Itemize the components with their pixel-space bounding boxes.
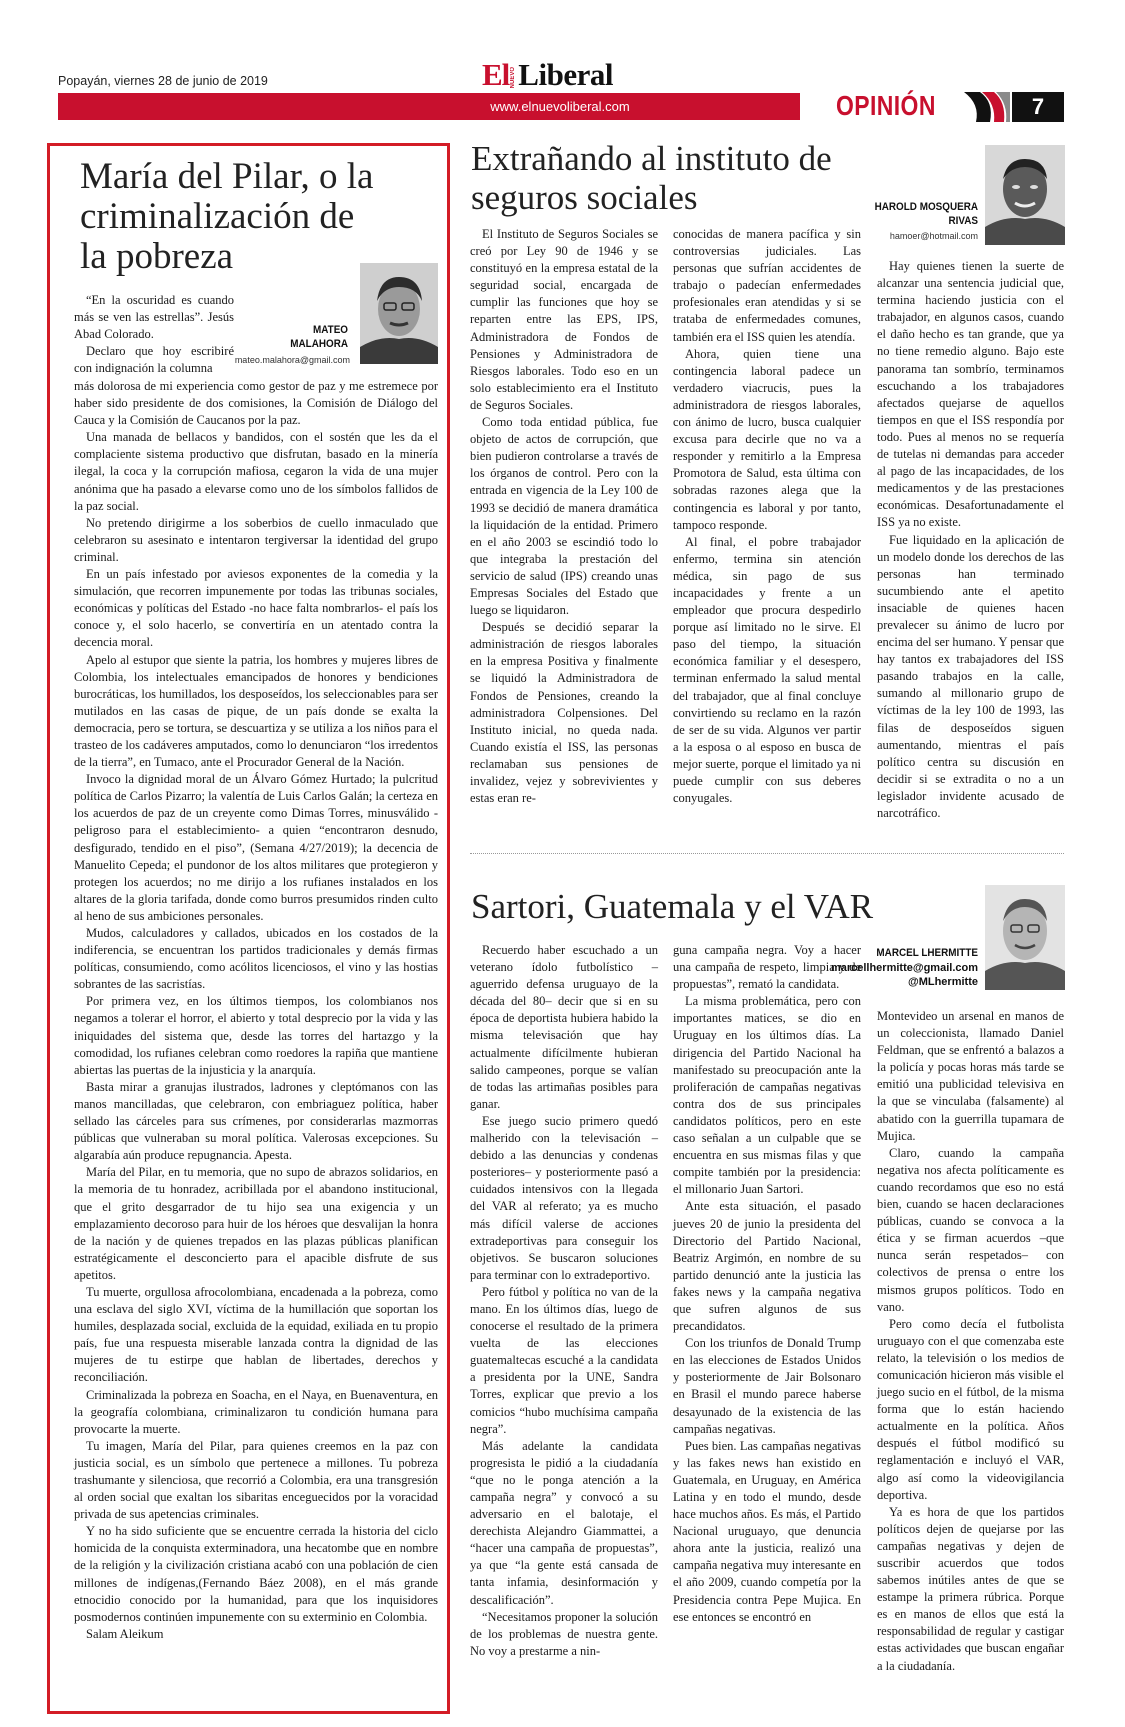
paragraph: Después se decidió separar la administración de riesgos laborales en la empresa Positiva y finalmente se liquidó la Administradora de Fondos de Pensiones, creando la administradora Colpensiones. Del Instituto inicial, no queda nada. Cuando existía el ISS, las personas reclamaban sus pensiones de invalidez, vejez y sobrevivientes y estas eran re-: [470, 620, 658, 806]
author-photo-marcel: [985, 885, 1065, 990]
paragraph: Apelo al estupor que siente la patria, los hombres y mujeres libres de Colombia, los intelectuales emancipados de honores y bendiciones burocráticas, los humillados, los desposeídos, los seleccionables para ser mutilados en las casas de pique, de un país donde se exalta la democracia, pero se tortura, se descuartiza y se utiliza a los niños para el trasteo de los cadáveres amputados, como lo denunciaron “los irredentos de la tierra”, en Tumaco, ante el Procurador General de la Nación.: [74, 652, 438, 770]
logo-liberal: Liberal: [518, 57, 613, 92]
paragraph: Invoco la dignidad moral de un Álvaro Gómez Hurtado; la pulcritud política de Carlos Pizarro; la valentía de Luis Carlos Galán; la certeza en los acuerdos de paz de un creyente como Dimas Torres, minusválido -peligroso para el establecimiento- a quien “encontraron desnudo, desfigurado, tendido en el piso”, (Semana 4/27/2019); la decencia de Manuelito Cepeda; el pundonor de los altos militares que protegieron y protegen los acuerdos; no me dirijo a los rufianes instalados en los altares de la gloria tarifada, donde como burros presumidos rinden culto al heno de sus ambiciones personales.: [74, 772, 438, 923]
article-1-body: [74, 378, 438, 1643]
paragraph: Hay quienes tienen la suerte de alcanzar una sentencia judicial que, termina haciendo justicia con el trabajador, en algunos casos, cuando el daño hecho es tan grande, que ya no tiene remedio alguno. Bajo este panorama tan sombrío, terminamos escuchando a los trabajadores afectados quejarse de aquellos tiempos en que el ISS respondía por todo. Pues al menos no se requería de tutelas ni demandas para acceder al pago de las incapacidades, de los medicamentos y de las prestaciones económicas. Desafortunadamente el ISS ya no existe.: [877, 259, 1064, 530]
article-2-column-1: [470, 226, 658, 807]
article-divider: [470, 853, 1064, 854]
paragraph: Mudos, calculadores y callados, ubicados en los costados de la indiferencia, se encuentran los partidos tradicionales y demás firmas políticas, consumiendo, como acólitos licenciosos, el vino y las hostias sobrantes de las sacristías.: [74, 926, 438, 992]
paragraph: más dolorosa de mi experiencia como gestor de paz y me estremece por haber sido presidente de dos comisiones, la Comisión de Diálogo del Cauca y la Comisión de Caucanos por la paz.: [74, 379, 438, 428]
paragraph: Pero como decía el futbolista uruguayo con el que comenzaba este relato, la televisión o los medios de comunicación hicieron más visible el juego sucio en el fútbol, de la misma forma que lo están haciendo actualmente en la política. Años después el fútbol modificó su reglamentación e incluyó el VAR, algo así como la videovigilancia deportiva.: [877, 1316, 1064, 1502]
paragraph: Y no ha sido suficiente que se encuentre cerrada la historia del ciclo homicida de la conquista exterminadora, una hecatombe que en nombre de la religión y la civilización cristiana acabó con una población de cien millones de indígenas,(Fernando Báez 2008), en el más grande etnocidio conocido por la humanidad, para que los inquisidores posmodernos continúen impunemente con su exterminio en Colombia.: [74, 1524, 438, 1624]
page-number: 7: [1012, 92, 1064, 122]
paragraph: Al final, el pobre trabajador enfermo, termina sin atención médica, sin pago de sus incapacidades y frente a un empleador que procura despedirlo porque así limitado no le sirve. El paso del tiempo, la situación económica familiar y el desespero, terminan enfermado la salud mental del trabajador, que al final concluye convirtiendo su reclamo en la razón de ser de su vida. Algunos ver partir a la esposa o al esposo en busca de mejor suerte, porque el limitado ya ni puede cumplir con sus deberes conyugales.: [673, 534, 861, 806]
paragraph: Ese juego sucio primero quedó malherido con la televisación –debido a las denuncias y condenas posteriores– y posteriormente pasó a cuidados intensivos con la llegada del VAR al referato; ya es mucho más difícil valerse de acciones extradeportivas para conseguir los objetivos. Se buscaron soluciones para terminar con lo extradeportivo.: [470, 1113, 658, 1282]
paragraph: Ya es hora de que los partidos políticos dejen de quejarse por las campañas negativas y dejen de suscribir acuerdos que todos sabemos inútiles antes de que se estampe la primera rúbrica. Porque es en manos de ellos que está la responsabilidad de regular y castigar estas actividades que buscan engañar a la ciudadanía.: [877, 1504, 1064, 1673]
paragraph: Criminalizada la pobreza en Soacha, en el Naya, en Buenaventura, en la geografía colombiana, criminalizaron tu condición humana para provocarte la muerte.: [74, 1387, 438, 1436]
article-1-headline: María del Pilar, o la criminalización de la pobreza: [80, 156, 374, 277]
article-2-column-2: [673, 226, 861, 807]
header-red-bar: [58, 93, 800, 120]
paragraph: Ante esta situación, el pasado jueves 20 de junio la presidenta del Directorio del Partido Nacional, Beatriz Argimón, en nombre de su partido denunció ante la justicia las fakes news y la campaña negativa que sufren algunos de sus precandidatos.: [673, 1199, 861, 1334]
paragraph: Tu imagen, María del Pilar, para quienes creemos en la paz con justicia social, es un símbolo que pertenece a millones. Tu pobreza trashumante y silenciosa, que recorrió a Colombia, era una transgresión al orden social que exaltan los sibaritas enceguecidos por la voracidad privada de sus apetencias criminales.: [74, 1438, 438, 1522]
article-2-column-3: [877, 258, 1064, 822]
paragraph: Montevideo un arsenal en manos de un coleccionista, llamado Daniel Feldman, que se enfrentó a balazos a la policía y pocas horas más tarde se emitió una publicidad televisiva en la que se vinculaba (falsamente) al abatido con la guerrilla tupamara de Mujica.: [877, 1009, 1064, 1143]
author-name-harold: HAROLD MOSQUERA RIVAS: [874, 201, 978, 227]
author-photo-mateo: [360, 263, 438, 364]
paragraph: Basta mirar a granujas ilustrados, ladrones y cleptómanos con las manos mancilladas, que celebraron, con embriaguez política, haber sellado las cárceles para sus crímenes, por considerarlas mazmorras públicas que vulneraban su moral política. Valerosas excepciones. Su algarabía aún produce repugnancia. Apesta.: [74, 1079, 438, 1163]
article-1-intro: [74, 292, 234, 377]
article-3-column-3: [877, 1008, 1064, 1675]
author-email-marcel[interactable]: marcellhermitte@gmail.com: [830, 962, 978, 974]
section-stripes-icon: [964, 92, 1010, 122]
paragraph: Una manada de bellacos y bandidos, con el sostén que les da el complaciente sistema productivo que disfrutan, basado en la minería ilegal, la coca y la corrupción mafiosa, cegaron la vida de una mujer anónima que ha pasado a elevarse como uno de los símbolos fallidos de la paz social.: [74, 430, 438, 513]
paragraph: guna campaña negra. Voy a hacer una campaña de respeto, limpia y de propuestas”, remató la candidata.: [673, 943, 861, 992]
paragraph: Claro, cuando la campaña negativa nos afecta políticamente es cuando recordamos que eso no está bien, cuando se hacen declaraciones públicas, cuando se convoca a la ética y se firman acuerdos –que nunca serán respetados– con colectivos de prensa o entre los mismos grupos políticos. Todo en vano.: [877, 1145, 1064, 1314]
newspaper-logo[interactable]: [482, 58, 613, 90]
paragraph: Pero fútbol y política no van de la mano. En los últimos días, luego de conocerse el resultado de la primera vuelta de las elecciones guatemaltecas escuché a la candidata a presidenta por la UNE, Sandra Torres, explicar que previo a los comicios “hubo muchísima campaña negra”.: [470, 1284, 658, 1436]
article-3-column-2: [673, 942, 861, 1626]
paragraph: Declaro que hoy escribiré con indignación la columna: [74, 344, 234, 376]
paragraph: Pues bien. Las campañas negativas y las fakes news han existido en Guatemala, en Uruguay, en América Latina y en todo el mundo, desde hace muchos años. Es más, el Partido Nacional uruguayo, que denuncia ahora ante la justicia, realizó una campaña negativa muy interesante en el año 2009, cuando competía por la Presidencia contra Pepe Mujica. En ese entonces se encontró en: [673, 1438, 861, 1624]
author-email-harold[interactable]: hamoer@hotmail.com: [889, 231, 978, 241]
paragraph: Tu muerte, orgullosa afrocolombiana, encadenada a la pobreza, como una esclava del siglo XVI, víctima de la humillación que soportan los humiles, desplazada social, excluida de la equidad, exiliada en tu propio país, fue una respuesta miserable lanzada contra la dignidad de las mujeres de tu estirpe que hablan de libertades, derechos y reconciliación.: [74, 1284, 438, 1385]
edition-date: Popayán, viernes 28 de junio de 2019: [58, 74, 268, 88]
paragraph: Recuerdo haber escuchado a un veterano ídolo futbolístico –aguerrido defensa uruguayo de la década del 80– decir que si en su época de deportista hubiera habido la misma televisación que hay actualmente difícilmente hubieran salido campeones, porque se valían de todas las artimañas posibles para ganar.: [470, 943, 658, 1111]
author-photo-harold: [985, 145, 1065, 245]
author-name-mateo: MATEO MALAHORA: [290, 324, 348, 350]
paragraph: “En la oscuridad es cuando más se ven las estrellas”. Jesús Abad Colorado.: [74, 293, 234, 342]
website-link[interactable]: www.elnuevoliberal.com: [490, 99, 630, 114]
paragraph: El Instituto de Seguros Sociales se creó por Ley 90 de 1946 y se constituyó en la empresa estatal de la seguridad social, encargada de cumplir las funciones que hoy se reparten entre las EPS, IPS, Administradora de Fondos de Pensiones y Administradora de Riesgos laborales. Todo eso en un solo establecimiento era el Instituto de Seguros Sociales.: [470, 227, 658, 412]
paragraph: Fue liquidado en la aplicación de un modelo donde los derechos de las personas han terminado sucumbiendo ante el apetito insaciable de quienes hacen prevalecer su ánimo de lucro por encima del ser humano. Y pensar que hay tantos ex trabajadores del ISS pasando trabajos en la calle, sumando al millonario grupo de víctimas de la ley 100 de 1993, las filas de desposeídos siguen aumentando, mientras el país político centra su discusión en decidir si se extradita o no a un legislador invidente acusado de narcotráfico.: [877, 532, 1064, 820]
paragraph: Como toda entidad pública, fue objeto de actos de corrupción, que bien pudieron controlarse a través de los órganos de control. Pero con la entrada en vigencia de la Ley 100 de 1993 se decidió de manera dramática la liquidación de la entidad. Primero en el año 2003 se escindió todo lo que integraba la prestación del servicio de salud (IPS) creando unas Empresas Sociales del Estado que luego se liquidaron.: [470, 415, 658, 618]
logo-nuevo: NUEVO: [510, 66, 517, 88]
paragraph: María del Pilar, en tu memoria, que no supo de abrazos solidarios, en la memoria de tu honradez, acribillada por el abandono institucional, que el grito desgarrador de tu hijo sea una exigencia y un emplazamiento decoroso para huir de los héroes que desvalijan la honra de la nación y de quienes trepados en las plazas públicas planifican estratégicamente el desconcierto para el apacible disfrute de sus apetitos.: [74, 1165, 438, 1282]
article-3-headline: Sartori, Guatemala y el VAR: [471, 887, 874, 926]
author-email-mateo[interactable]: mateo.malahora@gmail.com: [234, 355, 350, 365]
paragraph: Más adelante la candidata progresista le pidió a la ciudadanía “que no le ponga atención a la campaña negra” y convocó a su adversario en el balotaje, el derechista Alejandro Giammattei, a “hacer una campaña de propuestas”, ya que “la gente está cansada de tanta infamia, desinformación y descalificación”.: [470, 1438, 658, 1607]
paragraph: En un país infestado por aviesos exponentes de la comedia y la simulación, que recorren impunemente por todas las tribunas sociales, económicas y políticas del Estado -no hace falta nombrarlos- el país los conoce y, el solo hacerlo, se convertiría en un atentado contra la decencia moral.: [74, 567, 438, 650]
paragraph: Por primera vez, en los últimos tiempos, los colombianos nos negamos a tolerar el horror, el abierto y total desprecio por la vida y las iniquidades del sistema que, desde las torres del hartazgo y la comodidad, los rufianes celebran como roedores la rapiña que mantiene abiertas las puertas de la injusticia y la anarquía.: [74, 994, 438, 1077]
logo-el: El: [482, 57, 510, 92]
paragraph: Ahora, quien tiene una contingencia laboral padece un verdadero viacrucis, pues la administradora de riesgos laborales, con ánimo de lucro, busca cualquier excusa para decirle que no va a responder y remitirlo a la Empresa Promotora de Salud, esta última con sobradas razones alega que la contingencia es laboral y por tanto, tampoco responde.: [673, 346, 861, 532]
paragraph: La misma problemática, pero con importantes matices, se dio en Uruguay en los últimos días. La dirigencia del Partido Nacional ha manifestado su preocupación ante la proliferación de campañas negativas contra dos de sus principales candidatos políticos, pero en este caso señalan a un culpable que se encuentra en sus mismas filas y que compite también por la presidencia: el millonario Juan Sartori.: [673, 994, 861, 1197]
section-title: OPINIÓN: [836, 90, 936, 121]
paragraph: Con los triunfos de Donald Trump en las elecciones de Estados Unidos y posteriormente de Jair Bolsonaro en Brasil el mundo parece haberse desayunado de la existencia de las campañas negativas.: [673, 1336, 861, 1436]
paragraph: No pretendo dirigirme a los soberbios de cuello inmaculado que celebraron su asesinato e intentaron tergiversar la identidad del grupo criminal.: [74, 515, 438, 564]
article-3-column-1: [470, 942, 658, 1660]
paragraph: “Necesitamos proponer la solución de los problemas de nuestra gente. No voy a prestarme a nin-: [470, 1609, 658, 1658]
author-name-marcel: MARCEL LHERMITTE: [876, 947, 978, 959]
article-2-headline: Extrañando al instituto de seguros sociales: [471, 139, 832, 217]
author-handle-marcel[interactable]: @MLhermitte: [907, 976, 978, 988]
signoff: Salam Aleikum: [86, 1626, 164, 1641]
paragraph: conocidas de manera pacífica y sin controversias judiciales. Las personas que sufrían accidentes de trabajo o padecían enfermedades profesionales eran atendidas y si se trataba de enfermedades comunes, también era el ISS quien les atendía.: [673, 227, 861, 344]
